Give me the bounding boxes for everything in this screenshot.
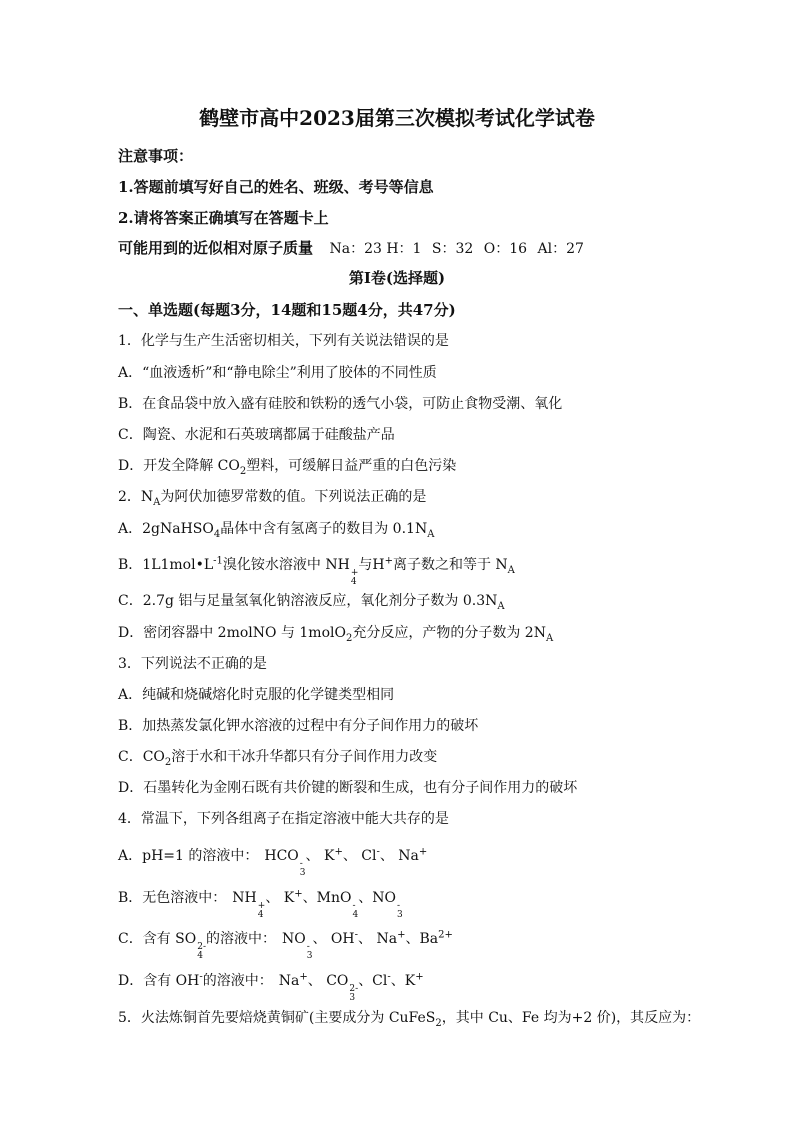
q1-stem: 1．化学与生产生活密切相关，下列有关说法错误的是	[118, 333, 449, 349]
q1-option-c: C．陶瓷、水泥和石英玻璃都属于硅酸盐产品	[118, 427, 395, 443]
q3-option-a: A．纯碱和烧碱熔化时克服的化学键类型相同	[118, 687, 395, 703]
part-heading: 一、单选题(每题3分，14题和15题4分，共47分)	[118, 301, 456, 319]
atomic-mass-o: O：16	[483, 241, 528, 257]
notice-item-2: 2.请将答案正确填写在答题卡上	[118, 209, 329, 227]
q4-option-a: A．pH=1 的溶液中： HCO - 3 、 K+、 Cl-、 Na+	[118, 846, 428, 878]
atomic-mass-na: Na：23	[329, 241, 382, 257]
atomic-mass-line	[118, 238, 584, 259]
atomic-mass-label: 可能用到的近似相对原子质量	[118, 239, 314, 257]
section-title: 第I卷(选择题)	[348, 269, 446, 287]
exam-title: 鹤壁市高中2023届第三次模拟考试化学试卷	[199, 106, 595, 130]
q3-option-c: C．$CO_2$溶于水和干冰升华都只有分子间作用力改变	[118, 749, 438, 768]
q4-option-c: C．含有 SO 2- 4 的溶液中： NO - 3 、 OH-、 Na+、$Ba^{2+}$	[118, 929, 453, 961]
atomic-mass-h: H：1	[386, 241, 422, 257]
q2-option-a: A．2gNaHSO$_4$晶体中含有氢离子的数目为 $0.1N_A$	[118, 521, 435, 540]
q2-option-b: B．$1L1mol•L^{-1}$溴化铵水溶液中 NH + 4 与H+离子数之和等于 $N_A$	[118, 555, 515, 587]
notice-item-1: 1.答题前填写好自己的姓名、班级、考号等信息	[118, 178, 434, 196]
q2-option-c: C．2.7g 铝与足量氢氧化钠溶液反应，氧化剂分子数为 $0.3N_A$	[118, 593, 505, 612]
q2-option-d: D．密闭容器中 2molNO 与 1molO$_2$充分反应，产物的分子数为 $2N_A$	[118, 625, 554, 644]
q1-option-b: B．在食品袋中放入盛有硅胶和铁粉的透气小袋，可防止食物受潮、氧化	[118, 396, 563, 412]
q3-stem: 3．下列说法不正确的是	[118, 656, 267, 672]
q3-option-b: B．加热蒸发氯化钾水溶液的过程中有分子间作用力的破坏	[118, 718, 479, 734]
q4-stem: 4．常温下，下列各组离子在指定溶液中能大共存的是	[118, 811, 449, 827]
atomic-mass-al: Al：27	[537, 241, 584, 257]
notice-heading: 注意事项：	[118, 147, 194, 165]
q1-option-a: A．“血液透析”和“静电除尘”利用了胶体的不同性质	[118, 365, 437, 381]
q2-stem: 2．$N_A$为阿伏加德罗常数的值。下列说法正确的是	[118, 489, 427, 508]
q3-option-d: D．石墨转化为金刚石既有共价键的断裂和生成，也有分子间作用力的破坏	[118, 780, 578, 796]
atomic-mass-s: S：32	[431, 241, 474, 257]
q4-option-d: D．含有 OH-的溶液中： Na+、 CO 2- 3 、Cl-、K+	[118, 971, 424, 1003]
q4-option-b: B．无色溶液中： NH + 4 、 K+、MnO - 4 、NO - 3	[118, 888, 403, 920]
q5-stem: 5．火法炼铜首先要焙烧黄铜矿(主要成分为 CuFeS$_2$，其中 Cu、Fe 均为+2 价)，其反应为：	[118, 1010, 701, 1029]
q1-option-d: D．开发全降解 $CO_2$塑料，可缓解日益严重的白色污染	[118, 458, 457, 477]
